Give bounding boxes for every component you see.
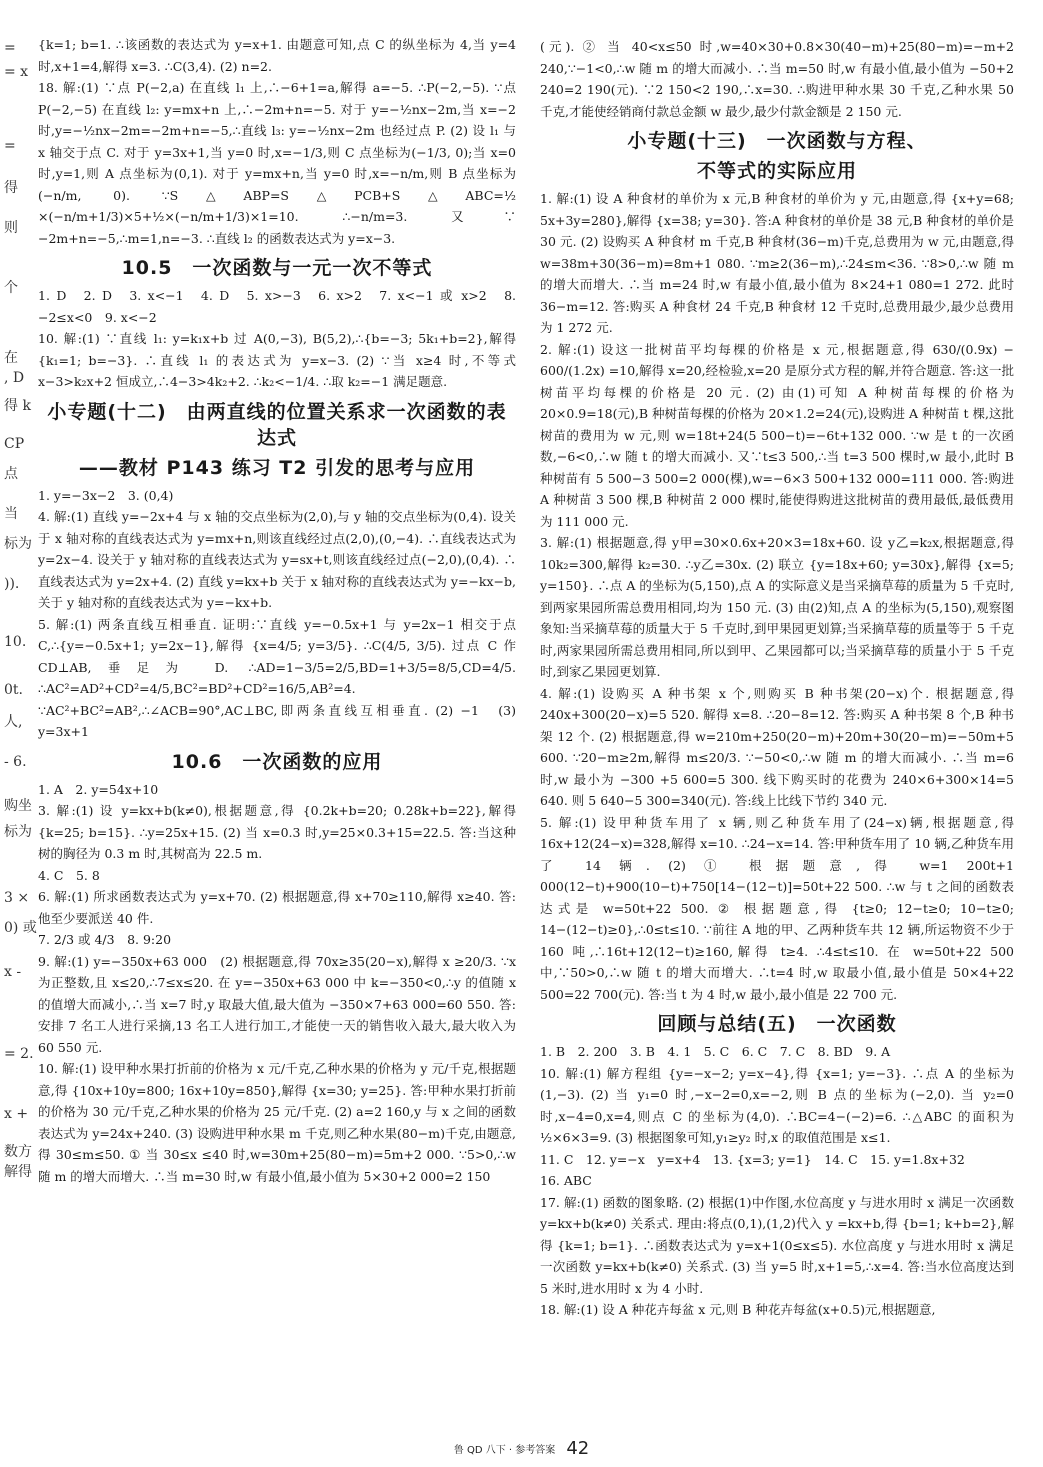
answer-paragraph: 4. C 5. 8 bbox=[38, 867, 100, 883]
edge-fragment: 则 bbox=[4, 220, 18, 236]
answer-paragraph: 4. 解:(1) 直线 y=−2x+4 与 x 轴的交点坐标为(2,0),与 y 轴的交点坐标为(0,4). 设关于 x 轴对称的直线表达式为 y=mx+n,则该直线经过点(2,0),(0,−4). ∴直线表达式为 y=2x−4. 设关于 y 轴对称的直线表达式为 y=sx+t,则该直线经过点(−2,0),(0,4). ∴直线表达式为 y=2x+4. (2) 直线 y=kx+b 关于 x 轴对称的直线表达式为 y=−kx−b,关于 y 轴对称的直线表达式为 y=−kx+b. bbox=[38, 509, 516, 610]
answer-paragraph: 1. y=−3x−2 3. (0,4) bbox=[38, 487, 174, 503]
edge-fragment: 当 bbox=[4, 506, 18, 522]
answer-paragraph: 18. 解:(1) ∵点 P(−2,a) 在直线 l₁ 上,∴−6+1=a,解得 a=−5. ∴P(−2,−5). ∵点 P(−2,−5) 在直线 l₂: y=mx+n 上,∴−2m+n=−5. 对于 y=−½nx−2m,当 x=−2 时,y=−½nx−2m=−2m+n=−5,∴直线 l₃: y=−½nx−2m 也经过点 P. (2) 设 l₁ 与 x 轴交于点 C. 对于 y=3x+1,当 y=0 时,x=−1/3,则 C 点坐标为(−1/3, 0);当 x=0 时,y=1,则 A 点坐标为(0,1). 对于 y=mx+n,当 y=0 时,x=−n/m,则 B 点坐标为(−n/m, 0). ∵S△ABP=S△PCB+S△ABC=½ ×(−n/m+1/3)×5+½×(−n/m+1/3)×1=10. ∴−n/m=3. 又∵ −2m+n=−5,∴m=1,n=−3. ∴直线 l₂ 的函数表达式为 y=x−3. bbox=[38, 80, 516, 246]
answer-paragraph: 11. C 12. y=−x y=x+4 13. {x=3; y=1} 14. C 15. y=1.8x+32 bbox=[540, 1151, 965, 1167]
left-column bbox=[38, 34, 516, 1187]
edge-fragment: 点 bbox=[4, 466, 18, 482]
edge-fragment: , D bbox=[4, 370, 25, 386]
answer-paragraph: 2. 解:(1) 设这一批树苗平均每棵的价格是 x 元,根据题意,得 630/(0.9x) − 600/(1.2x) =10,解得 x=20,经检验,x=20 是原分式方程的解,并符合题意. 答:这一批树苗平均每棵的价格是 20 元. (2) 由(1)可知 A 种树苗每棵的价格为 20×0.9=18(元),B 种树苗每棵的价格为 20×1.2=24(元),设购进 A 种树苗 t 棵,这批树苗的费用为 w 元,则 w=18t+24(5 500−t)=−6t+132 000. ∵w 是 t 的一次函数,−6<0,∴w 随 t 的增大而减小. 又∵t≤3 500,∴当 t=3 500 棵时,w 最小,此时 B 种树苗有 5 500−3 500=2 000(棵),w=−6×3 500+132 000=111 000. 答:购进 A 种树苗 3 500 棵,B 种树苗 2 000 棵时,能使得购进这批树苗的费用最低,最低费用为 111 000 元. bbox=[540, 341, 1014, 529]
edge-fragment: 10. bbox=[4, 634, 27, 650]
answer-paragraph: {k=1; b=1. ∴该函数的表达式为 y=x+1. 由题意可知,点 C 的纵坐标为 4,当 y=4 时,x+1=4,解得 x=3. ∴C(3,4). (2) n=2. bbox=[38, 37, 516, 74]
edge-fragment: 标为 bbox=[4, 536, 32, 552]
edge-fragment: = 2. bbox=[4, 1046, 34, 1062]
answer-paragraph: 4. 解:(1) 设购买 A 种书架 x 个,则购买 B 种书架(20−x)个. 根据题意,得 240x+300(20−x)=5 520. 解得 x=8. ∴20−8=12. 答:购买 A 种书架 8 个,B 种书架 12 个. (2) 根据题意,得 w=210m+250(20−m)+20m+30(20−m)=−50m+5 600. ∵20−m≥2m,解得 m≤20/3. ∵−50<0,∴w 随 m 的增大而减小. ∴当 m=6 时,w 最小为 −300 +5 600=5 300. 线下购买时的花费为 240×6+300×14=5 640. 则 5 640−5 300=340(元). 答:线上比线下节约 340 元. bbox=[540, 685, 1014, 808]
answer-paragraph: 10. 解:(1) 设甲种水果打折前的价格为 x 元/千克,乙种水果的价格为 y 元/千克,根据题意,得 {10x+10y=800; 16x+10y=850},解得 {x=30; y=25}. 答:甲种水果打折前的价格为 30 元/千克,乙种水果的价格为 25 元/千克. (2) a=2 160,y 与 x 之间的函数表达式为 y=24x+240. (3) 设购进甲种水果 m 千克,则乙种水果(80−m)千克,由题意,得 30≤m≤50. ① 当 30≤x ≤40 时,w=30m+25(80−m)=5m+2 000. ∵5>0,∴w 随 m 的增大而增大. ∴当 m=30 时,w 有最小值,最小值为 5×30+2 000=2 150 bbox=[38, 1061, 516, 1184]
answer-paragraph: 10. 解:(1) ∵直线 l₁: y=k₁x+b 过 A(0,−3), B(5,2),∴{b=−3; 5k₁+b=2},解得 {k₁=1; b=−3}. ∴直线 l₁ 的表达式为 y=x−3. (2) ∵当 x≥4 时,不等式 x−3>k₂x+2 恒成立,∴4−3>4k₂+2. ∴k₂<−1/4. ∴取 k₂=−1 满足题意. bbox=[38, 331, 516, 389]
footer-label: 鲁 QD 八下 · 参考答案 bbox=[453, 1445, 556, 1456]
edge-fragment: = x bbox=[4, 64, 29, 80]
edge-fragment: 人, bbox=[4, 714, 23, 730]
answer-paragraph: 10. 解:(1) 解方程组 {y=−x−2; y=x−4},得 {x=1; y=−3}. ∴点 A 的坐标为(1,−3). (2) 当 y₁=0 时,−x−2=0,x=−2,则 B 点的坐标为(−2,0). 当 y₂=0 时,x−4=0,x=4,则点 C 的坐标为(4,0). ∴BC=4−(−2)=6. ∴△ABC 的面积为 ½×6×3=9. (3) 根据图象可知,y₁≥y₂ 时,x 的取值范围是 x≤1. bbox=[540, 1065, 1014, 1145]
page-number: 42 bbox=[566, 1438, 590, 1459]
edge-fragment: - 6. bbox=[4, 754, 27, 770]
answer-paragraph: 1. 解:(1) 设 A 种食材的单价为 x 元,B 种食材的单价为 y 元,由题意,得 {x+y=68; 5x+3y=280},解得 {x=38; y=30}. 答:A 种食材的单价是 38 元,B 种食材的单价是 30 元. (2) 设购买 A 种食材 m 千克,B 种食材(36−m)千克,总费用为 w 元,由题意,得 w=38m+30(36−m)=8m+1 080. ∵m≥2(36−m),∴24≤m<36. ∵8>0,∴w 随 m 的增大而增大. ∴当 m=24 时,w 有最小值,最小值为 8×24+1 080=1 272. 此时 36−m=12. 答:购买 A 种食材 24 千克,B 种食材 12 千克时,总费用最少,最少总费用为 1 272 元. bbox=[540, 191, 1014, 335]
section-heading: 回顾与总结(五) 一次函数 bbox=[657, 1013, 897, 1035]
answer-paragraph: 9. 解:(1) y=−350x+63 000 (2) 根据题意,得 70x≥35(20−x),解得 x ≥20/3. ∵x 为正整数,且 x≤20,∴7≤x≤20. 在 y=−350x+63 000 中 k=−350<0,∴y 的值随 x 的值增大而减小,∴当 x=7 时,y 取最大值,最大值为 −350×7+63 000=60 550. 答:安排 7 名工人进行采摘,13 名工人进行加工,才能使一天的销售收入最大,最大收入为 60 550 元. bbox=[38, 953, 516, 1055]
answer-paragraph: 3. 解:(1) 根据题意,得 y甲=30×0.6x+20×3=18x+60. 设 y乙=k₂x,根据题意,得 10k₂=300,解得 k₂=30. ∴y乙=30x. (2) 联立 {y=18x+60; y=30x},解得 {x=5; y=150}. ∴点 A 的坐标为(5,150),点 A 的实际意义是当采摘草莓的质量为 5 千克时,到两家果园所需总费用相同,均为 150 元. (3) 由(2)知,点 A 的坐标为(5,150),观察图象知:当采摘草莓的质量大于 5 千克时,到甲果园更划算;当采摘草莓的质量等于 5 千克时,两家果园所需总费用相同,所以到甲、乙果园都可以;当采摘草莓的质量小于 5 千克时,到家乙果园更划算. bbox=[540, 535, 1014, 679]
edge-fragment: x + bbox=[4, 1106, 29, 1122]
edge-fragment: )). bbox=[4, 576, 20, 592]
answer-paragraph: 7. 2/3 或 4/3 8. 9:20 bbox=[38, 932, 172, 947]
answer-paragraph: 18. 解:(1) 设 A 种花卉每盆 x 元,则 B 种花卉每盆(x+0.5)元,根据题意, bbox=[540, 1302, 936, 1317]
edge-fragment: 在 bbox=[4, 350, 18, 366]
right-column bbox=[540, 36, 1014, 1321]
edge-fragment: 0t. bbox=[4, 682, 23, 698]
answer-paragraph: 5. 解:(1) 两条直线互相垂直. 证明:∵直线 y=−0.5x+1 与 y=2x−1 相交于点 C,∴{y=−0.5x+1; y=2x−1},解得 {x=4/5; y=3/5}. ∴C(4/5, 3/5). 过点 C 作 CD⊥AB,垂足为 D. ∴AD=1−3/5=2/5,BD=1+3/5=8/5,CD=4/5. ∴AC²=AD²+CD²=4/5,BC²=BD²+CD²=16/5,AB²=4. ∵AC²+BC²=AB²,∴∠ACB=90°,AC⊥BC,即两条直线互相垂直. (2) −1 (3) y=3x+1 bbox=[38, 616, 516, 739]
section-subheading: 不等式的实际应用 bbox=[696, 160, 857, 182]
edge-fragment: x - bbox=[4, 964, 22, 980]
answer-paragraph: 6. 解:(1) 所求函数表达式为 y=x+70. (2) 根据题意,得 x+70≥110,解得 x≥40. 答:他至少要派送 40 件. bbox=[38, 889, 516, 926]
edge-fragment: = bbox=[4, 138, 16, 154]
section-heading: 小专题(十三) 一次函数与方程、 bbox=[627, 130, 927, 152]
edge-fragment: 数方 bbox=[4, 1144, 32, 1160]
edge-fragment: 0) 或 bbox=[4, 920, 37, 936]
section-heading: 小专题(十二) 由两直线的位置关系求一次函数的表达式 bbox=[47, 400, 507, 449]
edge-fragment: 解得 bbox=[4, 1164, 32, 1180]
answer-paragraph: 5. 解:(1) 设甲种货车用了 x 辆,则乙种货车用了(24−x)辆,根据题意,得 16x+12(24−x)=328,解得 x=10. ∴24−x=14. 答:甲种货车用了 10 辆,乙种货车用了 14 辆. (2) ① 根据题意,得 w=1 200t+1 000(12−t)+900(10−t)+750[14−(12−t)]=50t+22 500. ∴w 与 t 之间的函数表达式是 w=50t+22 500. ② 根据题意,得 {t≥0; 12−t≥0; 10−t≥0; 14−(12−t)≥0},∴0≤t≤10. ∵前往 A 地的甲、乙两种货车共 12 辆,所运物资不少于 160 吨,∴16t+12(12−t)≥160,解得 t≥4. ∴4≤t≤10. 在 w=50t+22 500 中,∵50>0,∴w 随 t 的增大而增大. ∴t=4 时,w 取最小值,最小值是 50×4+22 500=22 700(元). 答:当 t 为 4 时,w 最小,最小值是 22 700 元. bbox=[540, 814, 1014, 1002]
page-footer bbox=[0, 1438, 1043, 1459]
section-subheading: ——教材 P143 练习 T2 引发的思考与应用 bbox=[78, 456, 476, 479]
edge-fragment: 个 bbox=[4, 280, 18, 296]
answer-paragraph: 1. B 2. 200 3. B 4. 1 5. C 6. C 7. C 8. BD 9. A bbox=[540, 1044, 891, 1059]
edge-fragment: 3 × bbox=[4, 890, 30, 906]
edge-fragment: = bbox=[4, 40, 16, 56]
answer-paragraph: 1. D 2. D 3. x<−1 4. D 5. x>−3 6. x>2 7. x<−1 或 x>2 8. −2≤x<0 9. x<−2 bbox=[38, 288, 516, 325]
edge-fragment: 得 k bbox=[4, 398, 31, 414]
answer-paragraph: 3. 解:(1) 设 y=kx+b(k≠0),根据题意,得 {0.2k+b=20; 0.28k+b=22},解得 {k=25; b=15}. ∴y=25x+15. (2) 当 x=0.3 时,y=25×0.3+15=22.5. 答:当这种树的胸径为 0.3 m 时,其树高为 22.5 m. bbox=[38, 803, 516, 861]
edge-fragment: 标为 bbox=[4, 824, 32, 840]
answer-paragraph: 17. 解:(1) 函数的图象略. (2) 根据(1)中作图,水位高度 y 与进水用时 x 满足一次函数 y=kx+b(k≠0) 关系式. 理由:将点(0,1),(1,2)代入 y =kx+b,得 {b=1; k+b=2},解得 {k=1; b=1}. ∴函数表达式为 y=x+1(0≤x≤5). 水位高度 y 与进水用时 x 满足一次函数 y=kx+b(k≠0) 关系式. (3) 当 y=5 时,x+1=5,∴x=4. 答:当水位高度达到 5 米时,进水用时 x 为 4 小时. bbox=[540, 1194, 1014, 1296]
section-heading: 10.5 一次函数与一元一次不等式 bbox=[121, 257, 433, 279]
answer-paragraph: (元). ② 当 40<x≤50 时,w=40×30+0.8×30(40−m)+25(80−m)=−m+2 240,∵−1<0,∴w 随 m 的增大而减小. ∴当 m=50 时,w 有最小值,最小值为 −50+2 240=2 190(元). ∵2 150<2 190,∴x=30. ∴购进甲种水果 30 千克,乙种水果 50 千克,才能使经销商付款总金额 w 最少,最少付款金额是 2 150 元. bbox=[540, 39, 1014, 119]
section-heading: 10.6 一次函数的应用 bbox=[171, 750, 383, 773]
edge-fragment: 购坐 bbox=[4, 798, 32, 814]
edge-fragment: CP bbox=[4, 436, 25, 452]
edge-fragment: 得 bbox=[4, 180, 18, 196]
answer-paragraph: 16. ABC bbox=[540, 1173, 592, 1188]
answer-paragraph: 1. A 2. y=54x+10 bbox=[38, 781, 159, 797]
